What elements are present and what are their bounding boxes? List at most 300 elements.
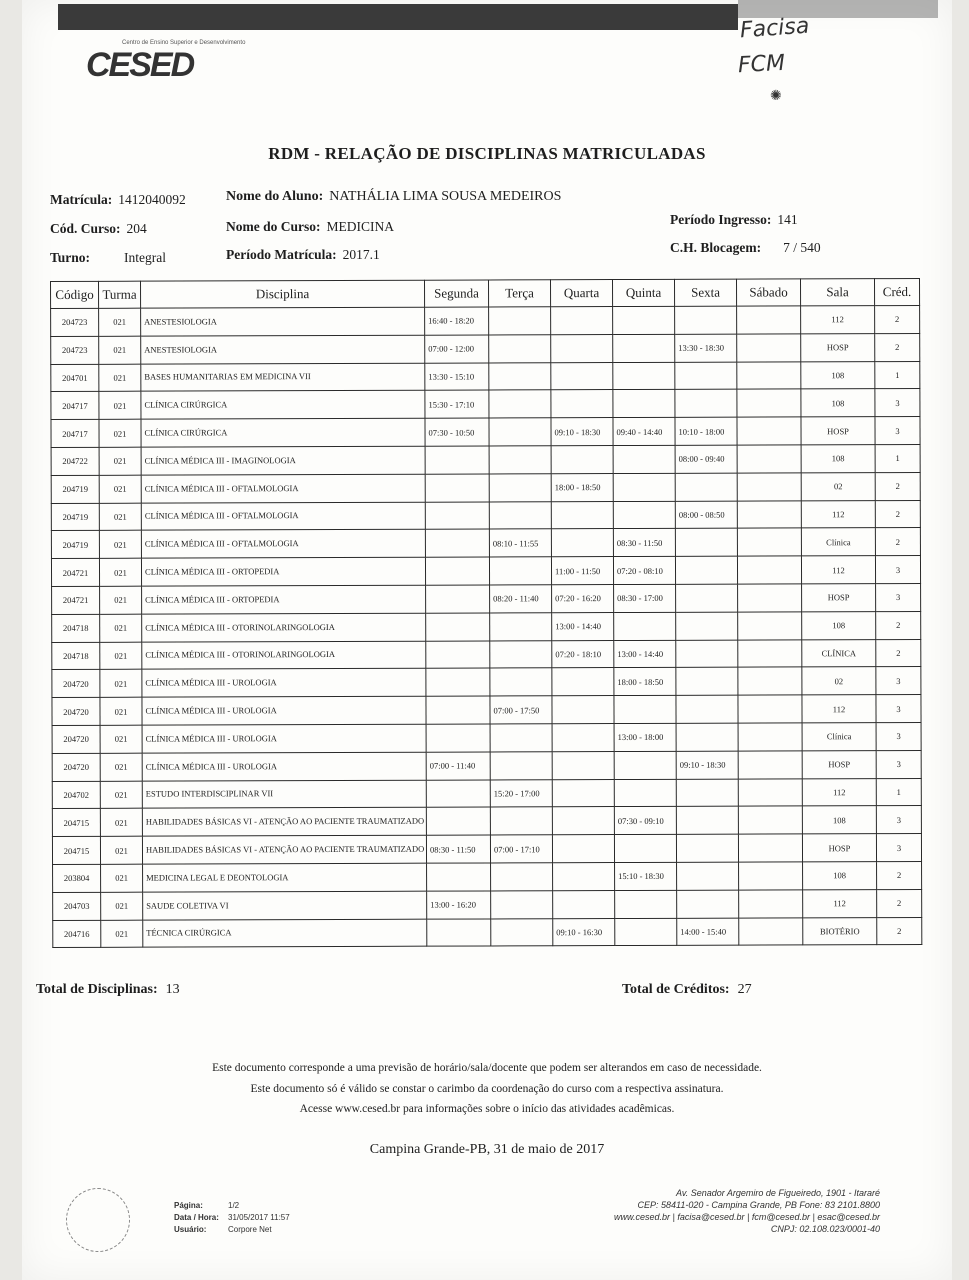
seal-icon: [66, 1188, 130, 1252]
footer-meta: [174, 1201, 290, 1234]
terca-cell: [489, 362, 551, 390]
creditos-cell: 3: [875, 556, 920, 584]
sala-cell: 112: [802, 778, 876, 806]
cesed-logo: [86, 40, 246, 84]
segunda-cell: [426, 807, 490, 835]
creditos-cell: 3: [876, 667, 921, 695]
sabado-cell: [737, 528, 801, 556]
sexta-cell: [677, 862, 739, 890]
sexta-cell: 10:10 - 18:00: [675, 417, 737, 445]
sexta-cell: [677, 890, 739, 918]
periodo-ingresso-field: [670, 212, 798, 228]
quinta-cell: [613, 473, 675, 501]
quinta-cell: 09:40 - 14:40: [613, 418, 675, 446]
creditos-cell: 1: [876, 778, 921, 806]
codigo-cell: 204721: [51, 559, 99, 587]
pagina-label: Página:: [174, 1201, 203, 1210]
turno-field: [50, 250, 166, 266]
col-header: Sexta: [674, 279, 736, 306]
codigo-cell: 203804: [53, 864, 101, 892]
quinta-cell: [613, 362, 675, 390]
nome-aluno-value: NATHÁLIA LIMA SOUSA MEDEIROS: [329, 189, 562, 204]
segunda-cell: [425, 529, 489, 557]
periodo-ingresso-label: Período Ingresso:: [670, 212, 772, 227]
disciplina-cell: CLÍNICA MÉDICA III - OTORINOLARINGOLOGIA: [142, 613, 426, 642]
quarta-cell: [552, 835, 614, 863]
quinta-cell: 08:30 - 17:00: [614, 584, 676, 612]
table-row: [52, 722, 921, 753]
quinta-cell: 13:00 - 18:00: [614, 723, 676, 751]
disciplina-cell: CLÍNICA MÉDICA III - UROLOGIA: [142, 669, 426, 698]
sexta-cell: [675, 473, 737, 501]
total-creditos: [622, 982, 752, 998]
terca-cell: [489, 557, 551, 585]
segunda-cell: 07:30 - 10:50: [425, 418, 489, 446]
terca-cell: [491, 890, 553, 918]
creditos-cell: 2: [875, 500, 920, 528]
codigo-cell: 204717: [51, 392, 99, 420]
codigo-cell: 204722: [51, 447, 99, 475]
disciplina-cell: CLÍNICA MÉDICA III - ORTOPEDIA: [142, 585, 426, 614]
segunda-cell: [425, 474, 489, 502]
terca-cell: [489, 446, 551, 474]
terca-cell: 07:00 - 17:10: [490, 835, 552, 863]
col-header: Sala: [800, 279, 874, 306]
nome-curso-field: [226, 219, 394, 235]
disciplina-cell: MEDICINA LEGAL E DEONTOLOGIA: [143, 863, 427, 892]
sala-cell: 112: [801, 556, 875, 584]
col-header: Quarta: [550, 280, 612, 307]
sabado-cell: [737, 417, 801, 445]
codigo-cell: 204718: [52, 614, 100, 642]
turma-cell: 021: [99, 336, 141, 364]
sala-cell: 112: [803, 889, 877, 917]
disciplina-cell: CLÍNICA MÉDICA III - ORTOPEDIA: [141, 557, 425, 586]
table-row: [51, 444, 920, 475]
sala-cell: 02: [801, 472, 875, 500]
quarta-cell: [551, 334, 613, 362]
table-row: [51, 389, 920, 420]
turno-value: Integral: [124, 250, 167, 265]
quinta-cell: [613, 334, 675, 362]
sabado-cell: [738, 834, 802, 862]
handwritten-fcm: FCM: [737, 50, 786, 79]
sala-cell: 108: [803, 862, 877, 890]
creditos-cell: 3: [875, 417, 920, 445]
creditos-cell: 3: [876, 695, 921, 723]
table-body: [51, 305, 922, 947]
creditos-cell: 2: [877, 889, 922, 917]
nome-aluno-field: [226, 189, 561, 205]
sala-cell: 108: [801, 361, 875, 389]
terca-cell: [489, 474, 551, 502]
quarta-cell: [551, 307, 613, 335]
disciplina-cell: CLÍNICA MÉDICA III - UROLOGIA: [142, 752, 426, 781]
quarta-cell: [551, 529, 613, 557]
sexta-cell: [676, 834, 738, 862]
sexta-cell: [676, 584, 738, 612]
quarta-cell: [552, 751, 614, 779]
codigo-cell: 204720: [52, 670, 100, 698]
terca-cell: [490, 752, 552, 780]
table-row: [52, 611, 921, 642]
sala-cell: Clínica: [802, 723, 876, 751]
terca-cell: [491, 918, 553, 946]
table-row: [53, 889, 922, 920]
sabado-cell: [737, 306, 801, 334]
quinta-cell: [615, 918, 677, 946]
quarta-cell: 07:20 - 16:20: [552, 585, 614, 613]
quarta-cell: [551, 446, 613, 474]
col-header: Código: [51, 281, 99, 308]
segunda-cell: [426, 613, 490, 641]
sala-cell: 112: [802, 695, 876, 723]
quarta-cell: [552, 807, 614, 835]
turma-cell: 021: [100, 586, 142, 614]
periodo-matricula-field: [226, 247, 380, 263]
sabado-cell: [738, 639, 802, 667]
quinta-cell: [613, 501, 675, 529]
sala-cell: 108: [801, 389, 875, 417]
quinta-cell: 08:30 - 11:50: [613, 529, 675, 557]
terca-cell: [490, 640, 552, 668]
sexta-cell: [676, 640, 738, 668]
periodo-ingresso-value: 141: [777, 212, 798, 227]
terca-cell: [490, 807, 552, 835]
document-page: [22, 0, 952, 1280]
turma-cell: 021: [99, 392, 141, 420]
turma-cell: 021: [100, 836, 142, 864]
creditos-cell: 2: [877, 861, 922, 889]
codigo-cell: 204703: [53, 892, 101, 920]
turma-cell: 021: [100, 670, 142, 698]
sabado-cell: [738, 667, 802, 695]
total-disciplinas: [36, 982, 180, 998]
sexta-cell: [675, 528, 737, 556]
note-line-2: Este documento só é válido se constar o carimbo da coordenação do curso com a respectiva assinatura.: [250, 1083, 724, 1095]
sabado-cell: [737, 500, 801, 528]
nome-curso-label: Nome do Curso:: [226, 219, 321, 234]
segunda-cell: 13:00 - 16:20: [427, 891, 491, 919]
turma-cell: 021: [99, 558, 141, 586]
disciplina-cell: ANESTESIOLOGIA: [141, 307, 425, 336]
codigo-cell: 204719: [51, 503, 99, 531]
table-row: [51, 361, 920, 392]
col-header: Quinta: [612, 279, 674, 306]
table-row: [51, 472, 920, 503]
terca-cell: [490, 724, 552, 752]
logo-text: CESED: [86, 46, 194, 84]
sexta-cell: [675, 389, 737, 417]
segunda-cell: [426, 724, 490, 752]
codigo-cell: 204723: [51, 308, 99, 336]
turma-cell: 021: [101, 864, 143, 892]
table-row: [53, 861, 922, 892]
codigo-cell: 204720: [52, 725, 100, 753]
codigo-cell: 204720: [52, 697, 100, 725]
segunda-cell: [425, 446, 489, 474]
disciplina-cell: CLÍNICA MÉDICA III - OFTALMOLOGIA: [141, 474, 425, 503]
quarta-cell: [552, 668, 614, 696]
periodo-matricula-value: 2017.1: [342, 247, 380, 262]
creditos-cell: 2: [875, 333, 920, 361]
turma-cell: 021: [100, 753, 142, 781]
sabado-cell: [737, 556, 801, 584]
sala-cell: HOSP: [801, 333, 875, 361]
disciplina-cell: CLÍNICA MÉDICA III - OTORINOLARINGOLOGIA: [142, 641, 426, 670]
nome-curso-value: MEDICINA: [326, 219, 394, 234]
ch-blocagem-label: C.H. Blocagem:: [670, 240, 762, 255]
sala-cell: 108: [802, 806, 876, 834]
segunda-cell: 13:30 - 15:10: [425, 363, 489, 391]
total-disciplinas-value: 13: [165, 982, 180, 997]
logo-subtitle: Centro de Ensino Superior e Desenvolvimento: [122, 40, 246, 46]
col-header: Turma: [99, 281, 141, 308]
sala-cell: HOSP: [802, 584, 876, 612]
col-header: Créd.: [874, 278, 919, 305]
sexta-cell: [676, 806, 738, 834]
quarta-cell: [552, 723, 614, 751]
quarta-cell: 18:00 - 18:50: [551, 473, 613, 501]
sabado-cell: [738, 584, 802, 612]
cod-curso-field: [50, 221, 147, 237]
codigo-cell: 204701: [51, 364, 99, 392]
disciplina-cell: CLÍNICA MÉDICA III - OFTALMOLOGIA: [141, 502, 425, 531]
disciplina-cell: SAUDE COLETIVA VI: [143, 891, 427, 920]
turma-cell: 021: [100, 697, 142, 725]
turma-cell: 021: [99, 531, 141, 559]
disciplina-cell: CLÍNICA CIRÚRGICA: [141, 391, 425, 420]
terca-cell: 15:20 - 17:00: [490, 779, 552, 807]
quarta-cell: [552, 779, 614, 807]
codigo-cell: 204720: [52, 753, 100, 781]
address-line-3: www.cesed.br | facisa@cesed.br | fcm@cesed.br | esac@cesed.br: [613, 1212, 880, 1222]
quarta-cell: 09:10 - 16:30: [553, 918, 615, 946]
disciplina-cell: TÉCNICA CIRÚRGICA: [143, 919, 427, 948]
sexta-cell: 08:00 - 08:50: [675, 501, 737, 529]
quinta-cell: 18:00 - 18:50: [614, 668, 676, 696]
turma-cell: 021: [100, 614, 142, 642]
creditos-cell: 1: [875, 361, 920, 389]
turma-cell: 021: [100, 725, 142, 753]
turma-cell: 021: [100, 781, 142, 809]
table-row: [51, 500, 920, 531]
table-row: [52, 695, 921, 726]
quinta-cell: 07:30 - 09:10: [614, 807, 676, 835]
disciplina-cell: CLÍNICA MÉDICA III - UROLOGIA: [142, 724, 426, 753]
address-line-1: Av. Senador Argemiro de Figueiredo, 1901 - Itararé: [676, 1188, 880, 1198]
disciplina-cell: CLÍNICA CIRÚRGICA: [141, 418, 425, 447]
sabado-cell: [738, 806, 802, 834]
sabado-cell: [738, 612, 802, 640]
matricula-value: 1412040092: [118, 192, 186, 207]
scan-top-bar: [58, 4, 738, 30]
segunda-cell: [426, 780, 490, 808]
usuario-value: Corpore Net: [228, 1225, 272, 1234]
total-disciplinas-label: Total de Disciplinas:: [36, 982, 158, 997]
turma-cell: 021: [99, 364, 141, 392]
matricula-field: [50, 192, 186, 208]
table-row: [51, 528, 920, 559]
terca-cell: [489, 418, 551, 446]
quarta-cell: 09:10 - 18:30: [551, 418, 613, 446]
creditos-cell: 2: [875, 305, 920, 333]
sabado-cell: [738, 723, 802, 751]
terca-cell: [490, 613, 552, 641]
col-header: Sábado: [736, 279, 800, 306]
segunda-cell: [426, 668, 490, 696]
table-row: [52, 778, 921, 809]
turma-cell: 021: [99, 419, 141, 447]
disciplina-cell: CLÍNICA MÉDICA III - OFTALMOLOGIA: [141, 530, 425, 559]
creditos-cell: 2: [875, 528, 920, 556]
table-row: [52, 667, 921, 698]
turma-cell: 021: [100, 642, 142, 670]
sala-cell: HOSP: [802, 834, 876, 862]
codigo-cell: 204702: [52, 781, 100, 809]
turno-label: Turno:: [50, 250, 91, 265]
table-row: [52, 834, 921, 865]
quarta-cell: [551, 501, 613, 529]
codigo-cell: 204719: [51, 531, 99, 559]
sala-cell: HOSP: [802, 750, 876, 778]
quinta-cell: 07:20 - 08:10: [613, 556, 675, 584]
disciplina-cell: HABILIDADES BÁSICAS VI - ATENÇÃO AO PACIENTE TRAUMATIZADO: [142, 808, 426, 837]
quinta-cell: [614, 695, 676, 723]
turma-cell: 021: [101, 920, 143, 948]
turma-cell: 021: [99, 308, 141, 336]
table-header-row: [51, 278, 920, 308]
creditos-cell: 2: [876, 639, 921, 667]
creditos-cell: 3: [875, 389, 920, 417]
quarta-cell: [553, 890, 615, 918]
place-date: Campina Grande-PB, 31 de maio de 2017: [369, 1142, 605, 1157]
usuario-label: Usuário:: [174, 1225, 207, 1234]
creditos-cell: 3: [876, 583, 921, 611]
page-title: RDM - RELAÇÃO DE DISCIPLINAS MATRICULADAS: [268, 144, 706, 163]
sexta-cell: 13:30 - 18:30: [675, 334, 737, 362]
turma-cell: 021: [100, 809, 142, 837]
sexta-cell: 08:00 - 09:40: [675, 445, 737, 473]
turma-cell: 021: [101, 892, 143, 920]
creditos-cell: 3: [876, 834, 921, 862]
quarta-cell: 13:00 - 14:40: [552, 612, 614, 640]
turma-cell: 021: [99, 503, 141, 531]
quarta-cell: [553, 862, 615, 890]
sexta-cell: [676, 779, 738, 807]
sabado-cell: [737, 473, 801, 501]
terca-cell: [491, 863, 553, 891]
quarta-cell: [552, 696, 614, 724]
sabado-cell: [737, 334, 801, 362]
sexta-cell: 14:00 - 15:40: [677, 918, 739, 946]
segunda-cell: 07:00 - 11:40: [426, 752, 490, 780]
sala-cell: HOSP: [801, 417, 875, 445]
sala-cell: 02: [802, 667, 876, 695]
sabado-cell: [738, 778, 802, 806]
total-creditos-label: Total de Créditos:: [622, 982, 730, 997]
creditos-cell: 2: [876, 611, 921, 639]
terca-cell: 08:10 - 11:55: [489, 529, 551, 557]
sala-cell: CLÍNICA: [802, 639, 876, 667]
sala-cell: BIOTÉRIO: [803, 917, 877, 945]
sala-cell: 108: [801, 445, 875, 473]
quinta-cell: [614, 834, 676, 862]
sabado-cell: [738, 695, 802, 723]
sala-cell: 112: [801, 500, 875, 528]
total-creditos-value: 27: [737, 982, 752, 997]
creditos-cell: 2: [877, 917, 922, 945]
terca-cell: 07:00 - 17:50: [490, 696, 552, 724]
table-row: [51, 305, 920, 336]
codigo-cell: 204719: [51, 475, 99, 503]
quarta-cell: 07:20 - 18:10: [552, 640, 614, 668]
segunda-cell: 07:00 - 12:00: [425, 335, 489, 363]
col-header: Disciplina: [141, 280, 425, 308]
disciplinas-table: [50, 278, 922, 948]
cod-curso-value: 204: [126, 221, 147, 236]
codigo-cell: 204721: [52, 586, 100, 614]
sala-cell: Clínica: [801, 528, 875, 556]
sala-cell: 112: [801, 306, 875, 334]
quinta-cell: 13:00 - 14:40: [614, 640, 676, 668]
segunda-cell: [425, 502, 489, 530]
codigo-cell: 204715: [52, 836, 100, 864]
creditos-cell: 2: [875, 472, 920, 500]
sala-cell: 108: [802, 611, 876, 639]
sexta-cell: [675, 556, 737, 584]
matricula-label: Matrícula:: [50, 192, 113, 207]
sabado-cell: [739, 862, 803, 890]
creditos-cell: 3: [876, 722, 921, 750]
segunda-cell: 16:40 - 18:20: [425, 307, 489, 335]
sabado-cell: [739, 890, 803, 918]
disciplina-cell: CLÍNICA MÉDICA III - UROLOGIA: [142, 696, 426, 725]
disciplina-cell: CLÍNICA MÉDICA III - IMAGINOLOGIA: [141, 446, 425, 475]
globe-doodle-icon: ✺: [770, 88, 782, 104]
scan-top-shadow: [738, 0, 938, 18]
sabado-cell: [737, 361, 801, 389]
sexta-cell: [676, 723, 738, 751]
table-row: [51, 417, 920, 448]
codigo-cell: 204717: [51, 420, 99, 448]
address-line-2: CEP: 58411-020 - Campina Grande, PB Fone: 83 2101.8800: [637, 1200, 880, 1210]
disciplina-cell: ANESTESIOLOGIA: [141, 335, 425, 364]
table-row: [51, 333, 920, 364]
terca-cell: 08:20 - 11:40: [490, 585, 552, 613]
disciplina-cell: BASES HUMANITARIAS EM MEDICINA VII: [141, 363, 425, 392]
note-line-1: Este documento corresponde a uma previsão de horário/sala/docente que podem ser alterandos em caso de necessidade.: [212, 1062, 762, 1074]
datahora-label: Data / Hora:: [174, 1213, 219, 1222]
ch-blocagem-field: [670, 240, 821, 256]
table-row: [52, 583, 921, 614]
terca-cell: [490, 668, 552, 696]
table-row: [53, 917, 922, 948]
segunda-cell: [426, 696, 490, 724]
segunda-cell: [426, 585, 490, 613]
quinta-cell: [615, 890, 677, 918]
col-header: Terça: [488, 280, 550, 307]
segunda-cell: 08:30 - 11:50: [426, 835, 490, 863]
quinta-cell: [613, 390, 675, 418]
disciplina-cell: ESTUDO INTERDISCIPLINAR VII: [142, 780, 426, 809]
creditos-cell: 3: [876, 750, 921, 778]
segunda-cell: [425, 557, 489, 585]
quarta-cell: [551, 362, 613, 390]
segunda-cell: 15:30 - 17:10: [425, 390, 489, 418]
codigo-cell: 204715: [52, 809, 100, 837]
terca-cell: [489, 307, 551, 335]
